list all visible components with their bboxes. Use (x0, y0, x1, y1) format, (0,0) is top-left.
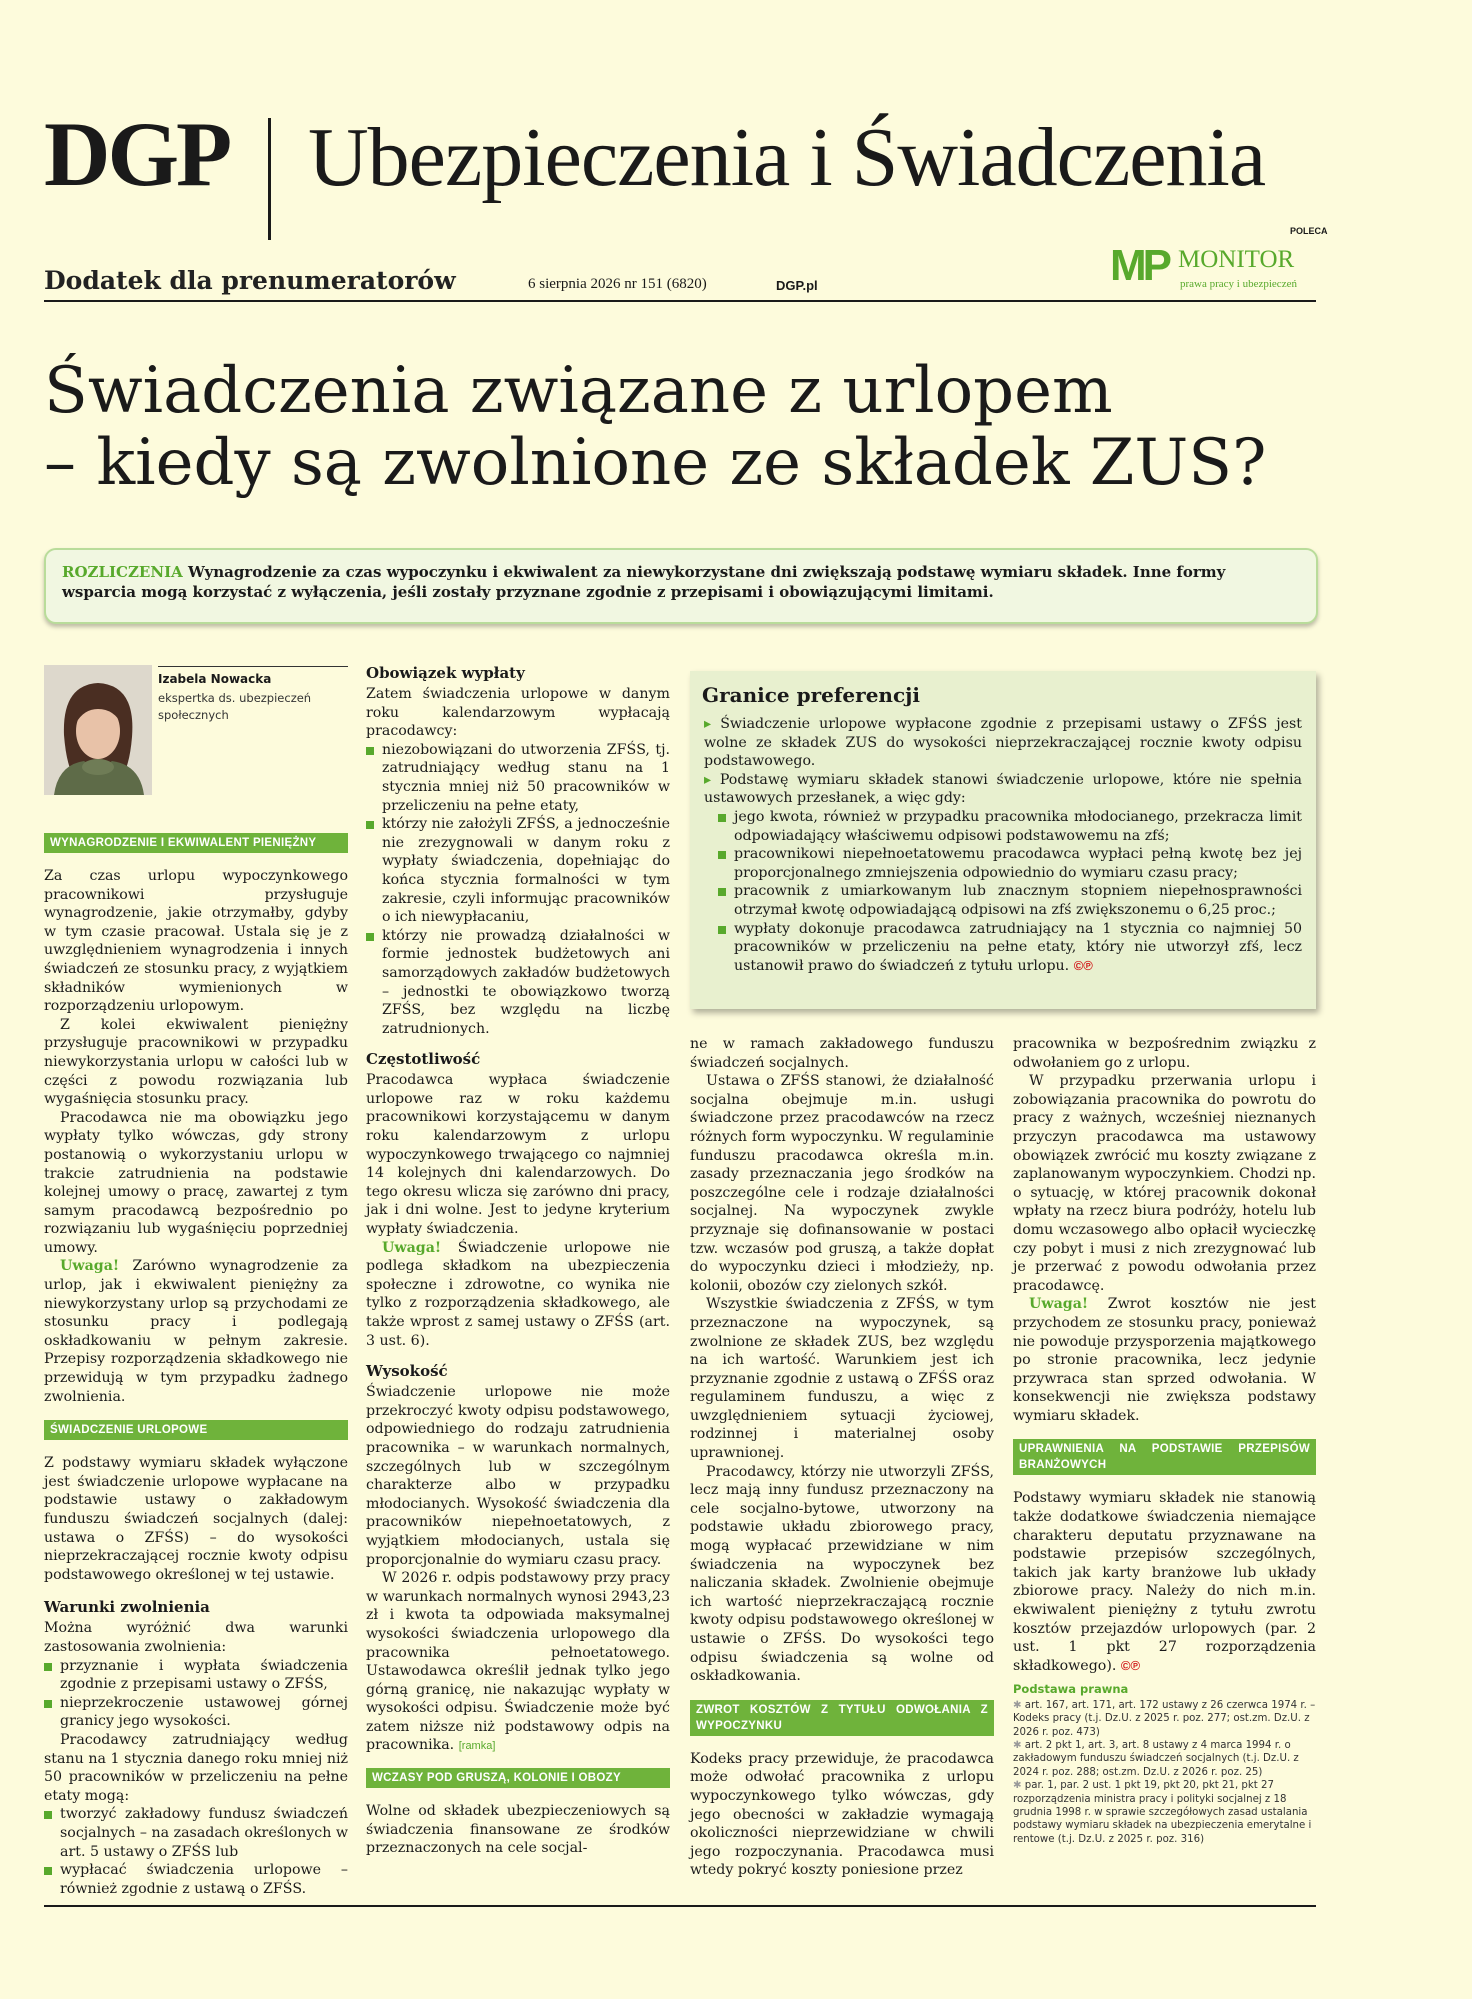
paragraph: Pracodawcy, którzy nie utworzyli ZFŚS, lecz mają inny fundusz przeznaczony na cele socjalno-bytowe, utworzony na podstawie układu zbiorowego pracy, mogą wypłacać przewidziane w nim świadczenia na wypoczynek bez naliczania składek. Zwolnienie obejmuje ich wartość nieprzekraczającą rocznie kwoty odpisu podstawowego określonej w ustawie o ZFŚS. Do wysokości tego odpisu świadczenia są wolne od oskładkowania. (690, 1463, 994, 1685)
section-bar-wczasy: WCZASY POD GRUSZĄ, KOLONIE I OBOZY (366, 1768, 670, 1788)
list-item: pracownik z umiarkowanym lub znacznym stopniem niepełnosprawności otrzymał kwotę odpowiadającą odpisowi na zfś zwiększonemu o 6,25 proc.; (718, 882, 1302, 919)
bullet-list (44, 1657, 348, 1731)
sidebox-title: Granice preferencji (702, 683, 920, 707)
supplement-subtitle: Dodatek dla prenumeratorów (44, 266, 456, 295)
paragraph: Z podstawy wymiaru składek wyłączone jest świadczenie urlopowe wypłacane na podstawie ustawy o zakładowym funduszu świadczeń socjalnych (dalej: ustawa o ZFŚS) – do wysokości nieprzekraczającej rocznie kwoty odpisu podstawowego określonej w tej ustawie. (44, 1455, 348, 1583)
paragraph: Wolne od składek ubezpieczeniowych są świadczenia finansowane ze środków przeznaczonych na cele socjal- (366, 1803, 670, 1857)
arrow-icon: ▸ (704, 771, 712, 788)
author-portrait-icon (44, 665, 152, 795)
list-item (718, 920, 1302, 976)
list-item: przyznanie i wypłata świadczenia zgodnie z przepisami ustawy o ZFŚS, (44, 1657, 348, 1694)
partner-logo-icon: MP (1110, 241, 1168, 290)
section-bar-wynagrodzenie: WYNAGRODZENIE I EKWIWALENT PIENIĘŻNY (44, 833, 348, 853)
headline-line-1: Świadczenia związane z urlopem (44, 354, 1113, 428)
subheading: Wysokość (366, 1362, 448, 1381)
paragraph: ne w ramach zakładowego funduszu świadczeń socjalnych. (690, 1036, 994, 1071)
legal-basis-title: Podstawa prawna (1013, 1682, 1129, 1697)
list-item: wypłacać świadczenia urlopowe – również zgodnie z ustawą o ZFŚS. (44, 1861, 348, 1898)
paragraph: Z kolei ekwiwalent pieniężny przysługuje pracownikowi w przypadku niewykorzystania urlopu w całości lub w części z powodu rozwiązania lub wygaśnięcia stosunku pracy. (44, 1016, 348, 1108)
paragraph: Pracodawcy zatrudniający według stanu na 1 stycznia danego roku mniej niż 50 pracowników w przeliczeniu na pełne etaty mogą: (44, 1731, 348, 1804)
legal-basis (1013, 1683, 1316, 1846)
list-item: którzy nie założyli ZFŚS, a jednocześnie nie zrezygnowali w danym roku z wypłaty świadczenia, dopełniając do końca stycznia formalności w tym zakresie, czyli informując pracowników o ich niewypłacaniu, (366, 815, 670, 927)
legal-basis-text: art. 167, art. 171, art. 172 ustawy z 26 czerwca 1974 r. – Kodeks pracy (t.j. Dz.U. z 2025 r. poz. 277; ost.zm. Dz.U. z 2026 r. poz. 473) (1013, 1699, 1316, 1738)
arrow-icon: ▸ (704, 716, 712, 732)
list-item: nieprzekroczenie ustawowej górnej granicy jego wysokości. (44, 1694, 348, 1731)
uwaga-label: Uwaga! (382, 1239, 442, 1256)
paragraph-text: Zwrot kosztów nie jest przychodem ze stosunku pracy, ponieważ nie powoduje przysporzenia majątkowego po stronie pracownika, lecz jedynie przywraca stan sprzed odwołania. W konsekwencji nie zwiększa podstawy wymiaru składek. (1013, 1296, 1316, 1424)
paragraph-text: Podstawy wymiaru składek nie stanowią także dodatkowe świadczenia niemające charakteru deputatu przyznawane na podstawie przepisów szczególnych, takich jak karty branżowe lub układy zbiorowe pracy. Należy do nich m.in. ekwiwalent pieniężny z tytułu zwrotu kosztów przejazdów urlopowych (par. 2 ust. 1 pkt 27 rozporządzenia składkowego). (1013, 1490, 1316, 1674)
list-item-text: wypłaty dokonuje pracodawca zatrudniający na 1 stycznia co najmniej 50 pracowników w przeliczeniu na pełne etaty, który nie utworzył zfś, lecz ustanowił prawo do świadczeń z tytułu urlopu. (734, 920, 1302, 974)
list-item: jego kwota, również w przypadku pracownika młodocianego, przekracza limit odpowiadający właściwemu odpisowi podstawowemu na zfś; (718, 808, 1302, 845)
paragraph: Pracodawca wypłaca świadczenie urlopowe raz w roku każdemu pracownikowi korzystającemu w danym roku kalendarzowym z urlopu wypoczynkowego trwającego co najmniej 14 kolejnych dni kalendarzowych. Do tego okresu wlicza się zarówno dni pracy, jak i dni wolne. Jest to jedyne kryterium wypłaty świadczenia. (366, 1072, 670, 1238)
brand-logo: DGP (44, 103, 230, 205)
section-bar-zwrot-kosztow: ZWROT KOSZTÓW Z TYTUŁU ODWOŁANIA Z WYPOCZYNKU (690, 1700, 994, 1736)
column-3 (690, 1035, 994, 1880)
subheading: Obowiązek wypłaty (366, 664, 525, 682)
bullet-list (718, 808, 1302, 975)
issue-info: 6 sierpnia 2026 nr 151 (6820) (528, 276, 707, 292)
list-item: którzy nie prowadzą działalności w formie jednostek budżetowych ani samorządowych zakładów budżetowych – jednostki te obowiązkowo tworzą ZFŚS, bez względu na liczbę zatrudnionych. (366, 927, 670, 1039)
lead-body: Wynagrodzenie za czas wypoczynku i ekwiwalent za niewykorzystane dni zwiększają podstawę wymiaru składek. Inne formy wsparcia mogą korzystać z wyłączenia, jeśli zostały przyznane zgodnie z przepisami i obowiązującymi limitami. (62, 563, 1226, 601)
section-bar-uprawnienia: UPRAWNIENIA NA PODSTAWIE PRZEPISÓW BRANŻOWYCH (1013, 1439, 1316, 1475)
sidebox-item-text: Świadczenie urlopowe wypłacone zgodnie z przepisami ustawy o ZFŚS jest wolne ze składek ZUS do wysokości nieprzekraczającej rocznie kwoty odpisu podstawowego. (704, 716, 1303, 770)
uwaga-label: Uwaga! (60, 1258, 120, 1275)
ramka-link[interactable]: [ramka] (458, 1740, 496, 1753)
paragraph: Pracodawca nie ma obowiązku jego wypłaty tylko wówczas, gdy strony postanowią o wykorzystaniu urlopu w trakcie zatrudnienia na podstawie kolejnej umowy o pracę, zawartej z tym samym pracodawcą bezpośrednio po rozwiązaniu lub wygaśnięciu poprzedniej umowy. (44, 1109, 348, 1256)
lead-box (44, 548, 1318, 624)
column-2 (366, 656, 670, 1858)
copyright-icon: ©℗ (1120, 1657, 1141, 1673)
author-photo (44, 665, 152, 795)
paragraph: Zatem świadczenia urlopowe w danym roku kalendarzowym wypłacają pracodawcy: (366, 686, 670, 740)
author-role: ekspertka ds. ubezpieczeń społecznych (158, 691, 312, 722)
sidebox-item-text: Podstawę wymiaru składek stanowi świadczenie urlopowe, które nie spełnia ustawowych przesłanek, a więc gdy: (704, 771, 1302, 807)
bullet-icon: ✱ (1013, 1699, 1022, 1711)
partner-poleca: POLECA (1290, 226, 1328, 236)
partner-name: MONITOR (1178, 246, 1295, 273)
legal-basis-item (1013, 1779, 1316, 1846)
author-rule (158, 666, 348, 667)
list-item: niezobowiązani do utworzenia ZFŚS, tj. zatrudniający według stanu na 1 stycznia mniej niż 50 pracowników w przeliczeniu na pełne etaty, (366, 741, 670, 815)
partner-tagline: prawa pracy i ubezpieczeń (1180, 278, 1297, 290)
uwaga-label: Uwaga! (1029, 1296, 1089, 1313)
paragraph: W przypadku przerwania urlopu i zobowiązania pracownika do powrotu do pracy z ważnych, wcześniej nieznanych przyczyn pracodawca ma ustawowy obowiązek zwrócić mu koszty związane z zaplanowanym wypoczynkiem. Chodzi np. o sytuację, w której pracownik dokonał wpłaty na rzecz biura podróży, hotelu lub domu wczasowego albo opłacił wycieczkę czy pobyt i musi z nich zrezygnować lub je przerwać z powodu odwołania przez pracodawcę. (1013, 1073, 1316, 1294)
paragraph (44, 1257, 348, 1406)
legal-basis-text: par. 1, par. 2 ust. 1 pkt 19, pkt 20, pkt 21, pkt 27 rozporządzenia ministra pracy i polityki socjalnej z 18 grudnia 1998 r. w sprawie szczegółowych zasad ustalania podstawy wymiaru składek na ubezpieczenia emerytalne i rentowe (t.j. Dz.U. z 2025 r. poz. 316) (1013, 1780, 1312, 1845)
headline-line-2: – kiedy są zwolnione ze składek ZUS? (44, 426, 1267, 500)
paragraph: pracownika w bezpośrednim związku z odwołaniem go z urlopu. (1013, 1036, 1316, 1071)
sidebar-box-granice-preferencji (690, 671, 1316, 1009)
list-item: tworzyć zakładowy fundusz świadczeń socjalnych – na zasadach określonych w art. 5 ustawy o ZFŚS lub (44, 1805, 348, 1861)
bullet-list (44, 1805, 348, 1898)
paragraph-text: W 2026 r. odpis podstawowy przy pracy w warunkach normalnych wynosi 2943,23 zł i kwota ta odpowiada maksymalnej wysokości świadczenia urlopowego dla pracownika pełnoetatowego. Ustawodawca określił jednak tylko jego górną granicę, nie nakazując wypłaty w wysokości odpisu. Świadczenie może być zatem niższe niż podstawowy odpis na pracownika. (366, 1570, 670, 1754)
subheading: Częstotliwość (366, 1050, 481, 1069)
masthead-separator (268, 118, 271, 240)
column-4 (1013, 1035, 1316, 1846)
paragraph: Kodeks pracy przewiduje, że pracodawca może odwołać pracownika z urlopu wypoczynkowego tylko wówczas, gdy jego obecności w zakładzie wymagają okoliczności nieprzewidziane w chwili jego rozpoczynania. Pracodawca musi wtedy pokryć koszty poniesione przez (690, 1750, 994, 1879)
section-title: Ubezpieczenia i Świadczenia (308, 111, 1266, 204)
headline (44, 355, 1344, 499)
legal-basis-item (1013, 1699, 1316, 1739)
bullet-icon: ✱ (1013, 1780, 1022, 1792)
bullet-list (366, 741, 670, 1039)
paragraph (1013, 1295, 1316, 1425)
paragraph (366, 1239, 670, 1351)
section-bar-swiadczenie-urlopowe: ŚWIADCZENIE URLOPOWE (44, 1420, 348, 1440)
paragraph (366, 1569, 670, 1756)
bullet-icon: ✱ (1013, 1740, 1022, 1752)
paragraph-text: Zarówno wynagrodzenie za urlop, jak i ekwiwalent pieniężny za niewykorzystany urlop są przychodami ze stosunku pracy i podlegają oskładkowaniu w pełnym zakresie. Przepisy rozporządzenia składkowego nie przewidują w tym przypadku żadnego zwolnienia. (44, 1258, 348, 1405)
lead-category: ROZLICZENIA (62, 563, 183, 581)
paragraph: Można wyróżnić dwa warunki zastosowania zwolnienia: (44, 1620, 348, 1655)
website-link[interactable]: DGP.pl (776, 278, 818, 293)
copyright-icon: ©℗ (1073, 957, 1093, 973)
subheading: Warunki zwolnienia (44, 1598, 210, 1617)
paragraph: Wszystkie świadczenia z ZFŚS, w tym przeznaczone na wypoczynek, są zwolnione ze składek ZUS, bez względu na ich wartość. Warunkiem jest ich przyznanie zgodnie z ustawą o ZFŚS oraz regulaminem funduszu, a więc z uwzględnieniem sytuacji życiowej, rodzinnej i materialnej osoby uprawnionej. (690, 1296, 994, 1462)
paragraph: Świadczenie urlopowe nie może przekroczyć kwoty odpisu podstawowego, odpowiedniego do rodzaju zatrudnienia pracownika – w warunkach normalnych, szczególnych lub w szczególnym charakterze albo w przypadku młodocianych. Wysokość świadczenia dla pracowników niepełnoetatowych, z wyjątkiem młodocianych, ustala się proporcjonalnie do wymiaru czasu pracy. (366, 1384, 670, 1568)
legal-basis-text: art. 2 pkt 1, art. 3, art. 8 ustawy z 4 marca 1994 r. o zakładowym funduszu świadczeń socjalnych (t.j. Dz.U. z 2024 r. poz. 288; ost.zm. Dz.U. z 2026 r. poz. 25) (1013, 1740, 1299, 1778)
column-1 (44, 833, 348, 1898)
paragraph (1013, 1489, 1316, 1675)
list-item: pracownikowi niepełnoetatowemu pracodawca wypłaci pełną kwotę bez jej proporcjonalnego zmniejszenia odpowiednio do wymiaru czasu pracy; (718, 845, 1302, 882)
sidebox-content (704, 715, 1302, 975)
legal-basis-item (1013, 1739, 1316, 1779)
paragraph: Za czas urlopu wypoczynkowego pracownikowi przysługuje wynagrodzenie, jakie otrzymałby, gdyby w tym czasie pracował. Ustala się je z uwzględnieniem wynagrodzenia i innych świadczeń ze stosunku pracy, z wyjątkiem składników wymienionych w rozporządzeniu urlopowym. (44, 868, 348, 1015)
paragraph: Ustawa o ZFŚS stanowi, że działalność socjalna obejmuje m.in. usługi świadczone przez pracodawców na rzecz różnych form wypoczynku. W regulaminie funduszu pracodawca określa m.in. zasady przeznaczania jego środków na poszczególne cele i rodzaje działalności socjalnej. Na wypoczynek zwykle przyznaje się dofinansowanie w postaci tzw. wczasów pod gruszą, a także dopłat do wypoczynku dzieci i młodzieży, np. kolonii, obozów czy zielonych szkół. (690, 1073, 994, 1294)
bottom-rule (44, 1905, 1316, 1907)
masthead-rule (44, 300, 1316, 302)
paragraph-text: Świadczenie urlopowe nie podlega składkom na ubezpieczenia społeczne i zdrowotne, co wynika nie tylko z rozporządzenia składkowego, ale także wprost z samej ustawy o ZFŚS (art. 3 ust. 6). (366, 1239, 670, 1349)
author-name: Izabela Nowacka (158, 672, 272, 686)
sidebox-item (704, 715, 1302, 771)
lead-text (62, 562, 1300, 602)
sidebox-item (704, 771, 1302, 808)
